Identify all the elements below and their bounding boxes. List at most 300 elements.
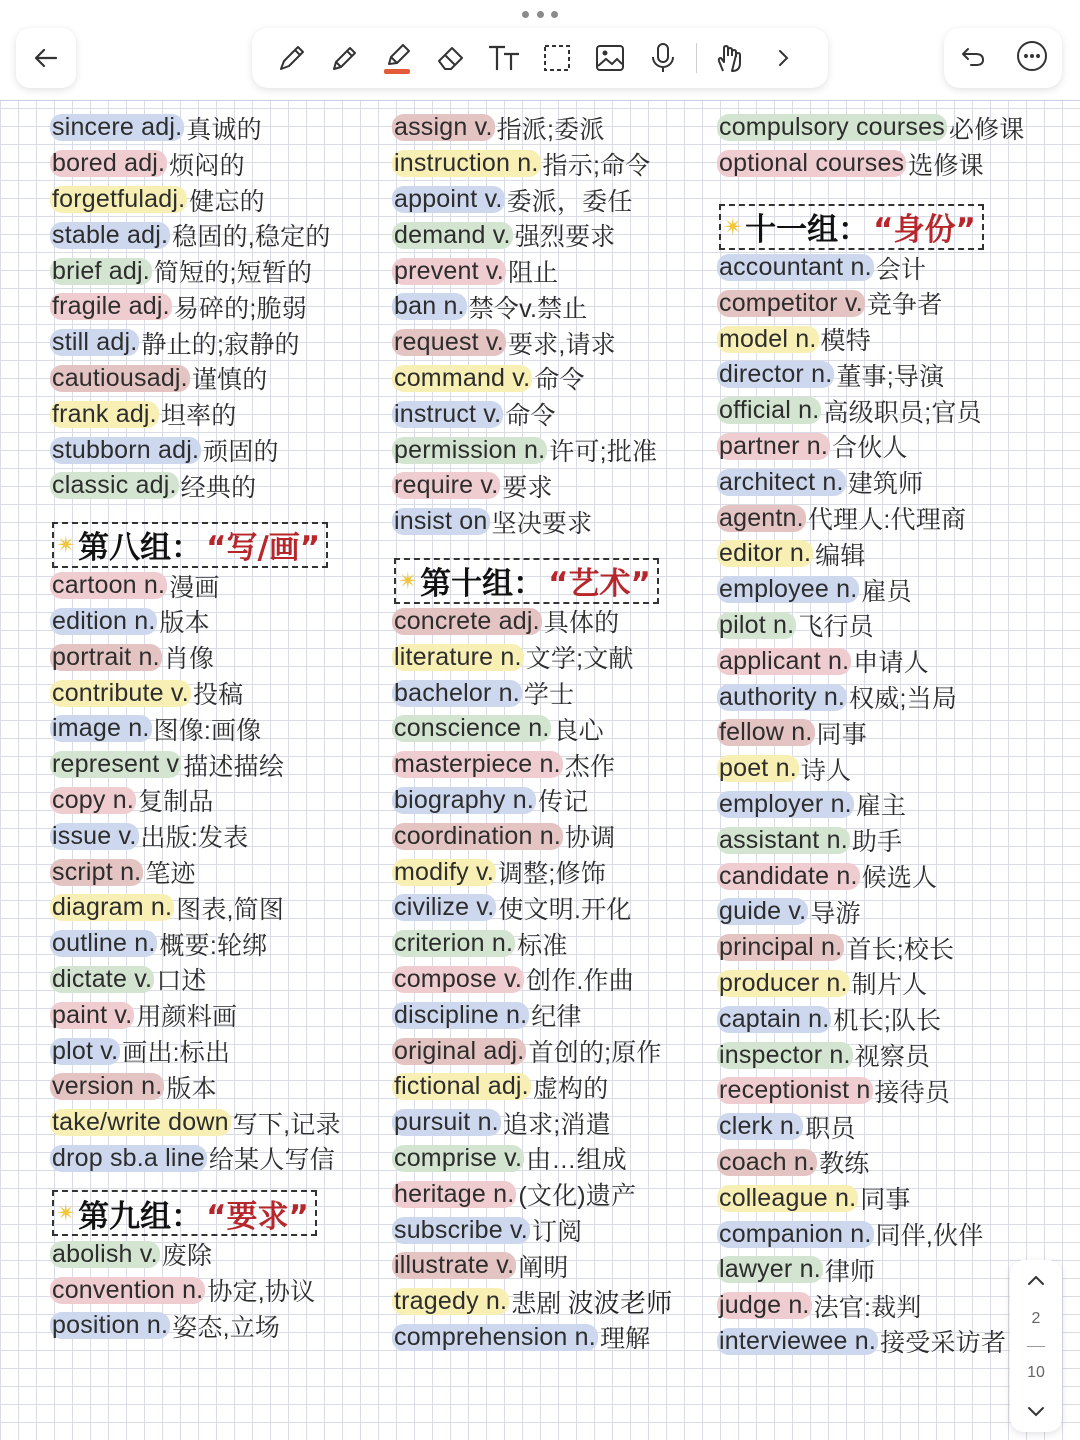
vocab-word: partner n. — [719, 431, 829, 460]
vocab-definition: 命令 — [505, 402, 556, 431]
vocab-entry — [394, 675, 694, 711]
vocab-list-group-10 — [394, 604, 694, 1356]
vocab-definition: 竞争者 — [866, 291, 943, 320]
vocab-word: principal n. — [719, 933, 843, 962]
vocab-word: classic adj. — [52, 471, 177, 500]
vocab-word: dictate v. — [52, 964, 153, 993]
vocab-definition: 导游 — [810, 899, 861, 928]
vocab-definition: 由…组成 — [526, 1146, 627, 1175]
vocab-entry — [394, 1033, 694, 1069]
vocab-definition: 机长;队长 — [833, 1007, 942, 1036]
vocab-word: model n. — [719, 324, 817, 353]
text-icon — [486, 41, 522, 75]
vocab-word: subscribe v. — [394, 1215, 528, 1244]
vocab-entry — [719, 608, 1049, 644]
vocab-definition: 复制品 — [138, 788, 214, 817]
vocab-entry — [394, 325, 694, 361]
vocab-word: command v. — [394, 363, 531, 392]
vocab-entry — [394, 468, 694, 504]
pen-tool-button[interactable] — [270, 36, 314, 80]
vocab-entry — [719, 1216, 1049, 1252]
group-8-theme: “写/画” — [206, 530, 321, 567]
vocab-entry — [52, 217, 372, 253]
vocab-entry — [394, 1212, 694, 1248]
undo-icon — [958, 41, 988, 71]
microphone-icon — [648, 41, 678, 75]
vocab-word: conscience n. — [394, 714, 550, 743]
vocab-definition: 概要:轮绑 — [159, 931, 268, 960]
group-9-theme: “要求” — [206, 1198, 309, 1235]
vocab-word: lawyer n. — [719, 1255, 821, 1284]
vocab-word: prevent v. — [394, 256, 504, 285]
vocab-word: assign v. — [394, 113, 493, 142]
vocab-definition: 简短的;短暂的 — [153, 259, 313, 288]
vocab-entry — [719, 1252, 1049, 1288]
vocab-word: plot v. — [52, 1036, 119, 1065]
group-9-label: 第九组： — [78, 1198, 203, 1235]
vocab-word: competitor v. — [719, 288, 863, 317]
vocab-list-courses — [719, 110, 1049, 182]
vocab-definition: 顽固的 — [203, 438, 279, 467]
vocab-definition: 雇主 — [855, 792, 907, 821]
vocab-word: coach n. — [719, 1147, 816, 1176]
vocab-word: judge n. — [719, 1291, 810, 1320]
vocab-word: paint v. — [52, 1000, 133, 1029]
group-10-label: 第十组： — [420, 566, 545, 603]
vocab-definition: 制片人 — [851, 971, 928, 1000]
vocab-list-group-9 — [52, 1236, 372, 1343]
vocab-entry — [394, 926, 694, 962]
vocab-definition: 法官:裁判 — [813, 1293, 922, 1322]
vocab-entry — [719, 1037, 1049, 1073]
vocab-definition: 版本 — [166, 1074, 217, 1103]
group-11-title — [719, 204, 984, 250]
column-3 — [719, 110, 1049, 1359]
vocab-definition: 姿态,立场 — [172, 1313, 281, 1342]
vocab-definition: 阐明 — [518, 1253, 569, 1282]
vocab-word: masterpiece n. — [394, 750, 561, 779]
vocab-entry — [719, 1109, 1049, 1145]
vocab-word: literature n. — [394, 642, 522, 671]
vocab-entry — [719, 321, 1049, 357]
vocab-word: contribute v. — [52, 678, 189, 707]
vocab-word: colleague n. — [719, 1183, 857, 1212]
vocab-word: employer n. — [719, 789, 852, 818]
vocab-definition: 视察员 — [854, 1043, 931, 1072]
page-navigator — [1010, 1260, 1062, 1432]
vocab-definition: 雇员 — [861, 577, 912, 606]
vocab-word: portrait n. — [52, 642, 160, 671]
vocab-definition: 编辑 — [815, 541, 866, 570]
image-tool-button[interactable] — [588, 36, 632, 80]
vocab-word: fellow n. — [719, 718, 813, 747]
vocab-entry — [394, 432, 694, 468]
eraser-tool-button[interactable] — [429, 36, 473, 80]
vocab-entry — [52, 182, 372, 218]
pencil-icon — [328, 41, 362, 75]
vocab-definition: 描述描绘 — [183, 752, 285, 781]
vocab-word: fragile adj. — [52, 292, 170, 321]
vocab-entry — [52, 468, 372, 504]
vocab-definition: 飞行员 — [798, 613, 874, 642]
vocab-definition: 指示;命令 — [542, 151, 651, 180]
vocab-definition: 纪律 — [531, 1003, 582, 1032]
pencil-tool-button[interactable] — [323, 36, 367, 80]
vocab-word: director n. — [719, 360, 833, 389]
vocab-definition: 申请人 — [853, 649, 929, 678]
vocab-definition: 董事;导演 — [836, 362, 945, 391]
vocab-definition: 肖像 — [163, 645, 215, 674]
vocab-entry — [394, 110, 694, 146]
vocab-definition: 标准 — [517, 931, 568, 960]
vocab-word: criterion n. — [394, 929, 514, 958]
group-11-theme: “身份” — [873, 212, 976, 249]
vocab-entry — [52, 675, 372, 711]
vocab-definition: 协调 — [565, 824, 616, 853]
vocab-definition: 同事 — [816, 720, 867, 749]
vocab-word: accountant n. — [719, 252, 872, 281]
vocab-definition: 命令 — [534, 366, 585, 395]
vocab-word: edition n. — [52, 606, 156, 635]
vocab-word: clerk n. — [719, 1112, 802, 1141]
vocab-word: copy n. — [52, 785, 135, 814]
chevron-up-icon[interactable] — [1025, 1270, 1047, 1292]
vocab-definition: 给某人写信 — [208, 1146, 335, 1175]
vocab-word: comprise v. — [394, 1143, 523, 1172]
vocab-definition: 合伙人 — [832, 434, 908, 463]
vocab-word: assistant n. — [719, 825, 848, 854]
lasso-select-button[interactable] — [535, 36, 579, 80]
group-11-label: 十一组： — [745, 212, 870, 249]
vocab-entry — [719, 1001, 1049, 1037]
vocab-entry — [52, 747, 372, 783]
vocab-definition: 坚决要求 — [491, 509, 593, 538]
vocab-word: brief adj. — [52, 256, 150, 285]
right-toolbar — [944, 28, 1062, 88]
vocab-definition: 笔迹 — [145, 860, 196, 889]
vocab-entry — [394, 289, 694, 325]
vocab-definition: 许可;批准 — [549, 438, 658, 467]
total-pages: 10 — [1027, 1364, 1045, 1382]
vocab-word: compulsory courses — [719, 113, 945, 142]
vocab-word: take/write down — [52, 1108, 229, 1137]
vocab-entry — [52, 289, 372, 325]
vocab-word: bored adj. — [52, 149, 166, 178]
vocab-definition: 权威;当局 — [849, 685, 958, 714]
vocab-definition: 静止的;寂静的 — [141, 330, 300, 359]
vocab-definition: 使文明.开化 — [498, 895, 632, 924]
vocab-word: poet n. — [719, 754, 797, 783]
vocab-entry — [394, 1284, 694, 1320]
vocab-word: inspector n. — [719, 1040, 851, 1069]
vocab-entry — [719, 429, 1049, 465]
vocab-definition: 传记 — [538, 788, 589, 817]
vocab-definition: 口述 — [156, 967, 207, 996]
vocab-definition: 废除 — [161, 1242, 213, 1271]
vocab-word: candidate n. — [719, 861, 858, 890]
vocab-word: sincere adj. — [52, 113, 183, 142]
vocab-entry — [719, 110, 1049, 146]
vocab-word: version n. — [52, 1072, 163, 1101]
vocab-definition: 经典的 — [180, 473, 257, 502]
vocab-entry — [52, 396, 372, 432]
vocab-word: employee n. — [719, 575, 858, 604]
more-icon — [1015, 39, 1049, 73]
vocab-entry — [52, 1141, 372, 1177]
vocab-definition: 谨慎的 — [191, 366, 268, 395]
vocab-definition: 创作.作曲 — [525, 967, 634, 996]
vocab-entry — [719, 357, 1049, 393]
teacher-signature: 波波老师 — [567, 1289, 673, 1320]
vocab-entry — [394, 1320, 694, 1356]
vocab-entry — [52, 854, 372, 890]
vocab-definition: 代理人:代理商 — [807, 506, 967, 535]
back-arrow-icon — [32, 44, 60, 72]
vocab-word: agentn. — [719, 503, 804, 532]
vocab-entry — [394, 1105, 694, 1141]
highlighter-icon — [380, 40, 416, 76]
vocab-entry — [52, 1236, 372, 1272]
vocab-definition: 同伴,伙伴 — [875, 1222, 984, 1251]
vocab-entry — [394, 1069, 694, 1105]
vocab-entry — [719, 643, 1049, 679]
vocab-word: concrete adj. — [394, 606, 540, 635]
vocab-definition: 写下,记录 — [232, 1110, 341, 1139]
vocab-definition: 投稿 — [192, 681, 244, 710]
vocab-entry — [719, 572, 1049, 608]
vocab-entry — [52, 146, 372, 182]
vocab-definition: 教练 — [819, 1150, 870, 1179]
more-options-button[interactable] — [1015, 39, 1049, 78]
vocab-definition: 图表,简图 — [176, 895, 285, 924]
vocab-word: producer n. — [719, 968, 848, 997]
vocab-word: receptionist n — [719, 1076, 871, 1105]
vocab-entry — [719, 393, 1049, 429]
vocab-definition: 烦闷的 — [169, 151, 245, 180]
vocab-definition: 用颜料画 — [136, 1003, 238, 1032]
vocab-word: position n. — [52, 1311, 169, 1340]
vocab-word: diagram n. — [52, 893, 173, 922]
vocab-entry — [719, 500, 1049, 536]
vocab-entry — [52, 361, 372, 397]
vocab-word: compose v. — [394, 964, 522, 993]
vocab-definition: 图像:画像 — [153, 716, 262, 745]
vocab-word: image n. — [52, 714, 150, 743]
vocab-definition: 真诚的 — [186, 115, 262, 144]
vocab-definition: 接受采访者 — [880, 1329, 1007, 1358]
drawing-toolbar — [252, 28, 828, 88]
vocab-word: pilot n. — [719, 610, 795, 639]
vocab-entry — [719, 464, 1049, 500]
vocab-word: authority n. — [719, 682, 846, 711]
vocab-entry — [719, 822, 1049, 858]
vocab-definition: 坦率的 — [160, 402, 237, 431]
hand-tool-button[interactable] — [708, 36, 752, 80]
star-icon: ✴ — [56, 1199, 77, 1228]
more-tools-button[interactable] — [761, 36, 805, 80]
group-10-theme: “艺术” — [548, 566, 651, 603]
vocab-entry — [394, 182, 694, 218]
vocab-list-group-11 — [719, 250, 1049, 1360]
microphone-button[interactable] — [641, 36, 685, 80]
vocab-word: represent v — [52, 750, 180, 779]
vocab-entry — [52, 110, 372, 146]
vocab-definition: 易碎的;脆弱 — [173, 294, 307, 323]
vocab-definition: 订阅 — [531, 1218, 583, 1247]
vocab-entry — [52, 253, 372, 289]
vocab-entry — [719, 966, 1049, 1002]
vocab-definition: 律师 — [824, 1257, 876, 1286]
group-8-label: 第八组： — [78, 530, 203, 567]
vocab-word: script n. — [52, 857, 142, 886]
vocab-definition: 职员 — [805, 1114, 856, 1143]
vocab-word: frank adj. — [52, 399, 157, 428]
vocab-word: cartoon n. — [52, 571, 166, 600]
vocab-definition: 画出:标出 — [122, 1039, 231, 1068]
vocab-entry — [719, 787, 1049, 823]
vocab-entry — [394, 1248, 694, 1284]
vocab-entry — [719, 715, 1049, 751]
vocab-entry — [719, 1288, 1049, 1324]
vocab-word: illustrate v. — [394, 1251, 515, 1280]
vocab-definition: 悲剧 — [511, 1289, 562, 1318]
drag-handle[interactable] — [522, 8, 558, 20]
vocab-entry — [52, 639, 372, 675]
vocab-entry — [719, 250, 1049, 286]
vocab-entry — [52, 997, 372, 1033]
vocab-definition: 强烈要求 — [514, 223, 616, 252]
vocab-entry — [394, 361, 694, 397]
vocab-word: discipline n. — [394, 1000, 528, 1029]
vocab-entry — [52, 890, 372, 926]
vocab-word: official n. — [719, 396, 820, 425]
vocab-definition: 助手 — [851, 828, 903, 857]
vocab-word: drop sb.a line — [52, 1143, 205, 1172]
vocab-definition: 高级职员;官员 — [823, 398, 982, 427]
group-10-title — [394, 558, 659, 604]
vocab-word: bachelor n. — [394, 678, 520, 707]
vocab-word: coordination n. — [394, 821, 562, 850]
vocab-definition: 建筑师 — [847, 470, 924, 499]
vocab-entry — [394, 639, 694, 675]
vocab-entry — [719, 536, 1049, 572]
chevron-down-icon[interactable] — [1025, 1400, 1047, 1422]
vocab-entry — [394, 747, 694, 783]
vocab-definition: 指派;委派 — [496, 115, 605, 144]
vocab-word: captain n. — [719, 1004, 830, 1033]
vocab-list-adjectives — [52, 110, 372, 504]
vocab-entry — [52, 1033, 372, 1069]
vocab-word: companion n. — [719, 1219, 872, 1248]
vocab-word: applicant n. — [719, 646, 850, 675]
vocab-definition: 模特 — [820, 327, 871, 356]
vocab-entry — [52, 604, 372, 640]
text-tool-button[interactable] — [482, 36, 526, 80]
image-icon — [593, 41, 627, 75]
vocab-entry — [719, 858, 1049, 894]
vocab-entry — [394, 396, 694, 432]
vocab-definition: 杰作 — [564, 752, 616, 781]
toolbar-separator — [696, 43, 697, 73]
vocab-word: tragedy n. — [394, 1287, 508, 1316]
vocab-definition: 阻止 — [507, 259, 559, 288]
vocab-definition: 虚构的 — [532, 1074, 609, 1103]
column-2 — [394, 110, 694, 1355]
vocab-definition: 出版:发表 — [140, 824, 249, 853]
vocab-word: require v. — [394, 471, 499, 500]
chevron-right-icon — [771, 46, 795, 70]
vocab-definition: 同事 — [860, 1186, 911, 1215]
back-button[interactable] — [16, 28, 76, 88]
vocab-entry — [394, 783, 694, 819]
vocab-entry — [394, 890, 694, 926]
vocab-word: convention n. — [52, 1275, 204, 1304]
vocab-word: ban n. — [394, 292, 465, 321]
vocab-entry — [719, 1180, 1049, 1216]
page-divider — [1027, 1346, 1045, 1347]
star-icon: ✴ — [56, 530, 77, 559]
undo-button[interactable] — [958, 41, 988, 76]
vocab-entry — [719, 146, 1049, 182]
vocab-definition: 首创的;原作 — [528, 1039, 662, 1068]
highlighter-tool-button[interactable] — [376, 36, 420, 80]
vocab-entry — [719, 679, 1049, 715]
vocab-word: optional courses — [719, 149, 905, 178]
vocab-word: original adj. — [394, 1036, 525, 1065]
group-9-title — [52, 1190, 317, 1236]
vocab-word: biography n. — [394, 785, 534, 814]
vocab-entry — [719, 1324, 1049, 1360]
top-bar — [0, 0, 1080, 101]
vocab-word: interviewee n. — [719, 1326, 877, 1355]
vocab-entry — [52, 783, 372, 819]
vocab-word: demand v. — [394, 220, 511, 249]
vocab-definition: 理解 — [599, 1325, 651, 1354]
vocab-entry — [52, 1272, 372, 1308]
vocab-entry — [719, 1145, 1049, 1181]
vocab-entry — [394, 997, 694, 1033]
vocab-entry — [52, 568, 372, 604]
vocab-word: issue v. — [52, 821, 137, 850]
vocab-word: abolish v. — [52, 1239, 158, 1268]
vocab-definition: 必修课 — [948, 115, 1025, 144]
vocab-entry — [719, 1073, 1049, 1109]
vocab-word: cautiousadj. — [52, 363, 188, 392]
vocab-list-requests — [394, 110, 694, 540]
vocab-word: editor n. — [719, 539, 812, 568]
vocab-word: comprehension n. — [394, 1322, 596, 1351]
vocab-definition: 学士 — [523, 681, 575, 710]
vocab-entry — [719, 285, 1049, 321]
vocab-definition: 要求 — [502, 473, 553, 502]
vocab-definition: 协定,协议 — [207, 1278, 316, 1307]
vocab-entry — [52, 1105, 372, 1141]
vocab-word: fictional adj. — [394, 1072, 529, 1101]
vocab-word: insist on — [394, 507, 488, 536]
vocab-entry — [719, 751, 1049, 787]
vocab-entry — [394, 1176, 694, 1212]
vocab-word: civilize v. — [394, 893, 495, 922]
vocab-entry — [52, 711, 372, 747]
vocab-entry — [52, 962, 372, 998]
vocab-definition: 漫画 — [169, 573, 220, 602]
current-page: 2 — [1031, 1309, 1041, 1327]
vocab-word: still adj. — [52, 328, 138, 357]
star-icon: ✴ — [723, 212, 744, 241]
vocab-entry — [719, 894, 1049, 930]
vocab-entry — [52, 1308, 372, 1344]
vocab-word: permission n. — [394, 435, 546, 464]
